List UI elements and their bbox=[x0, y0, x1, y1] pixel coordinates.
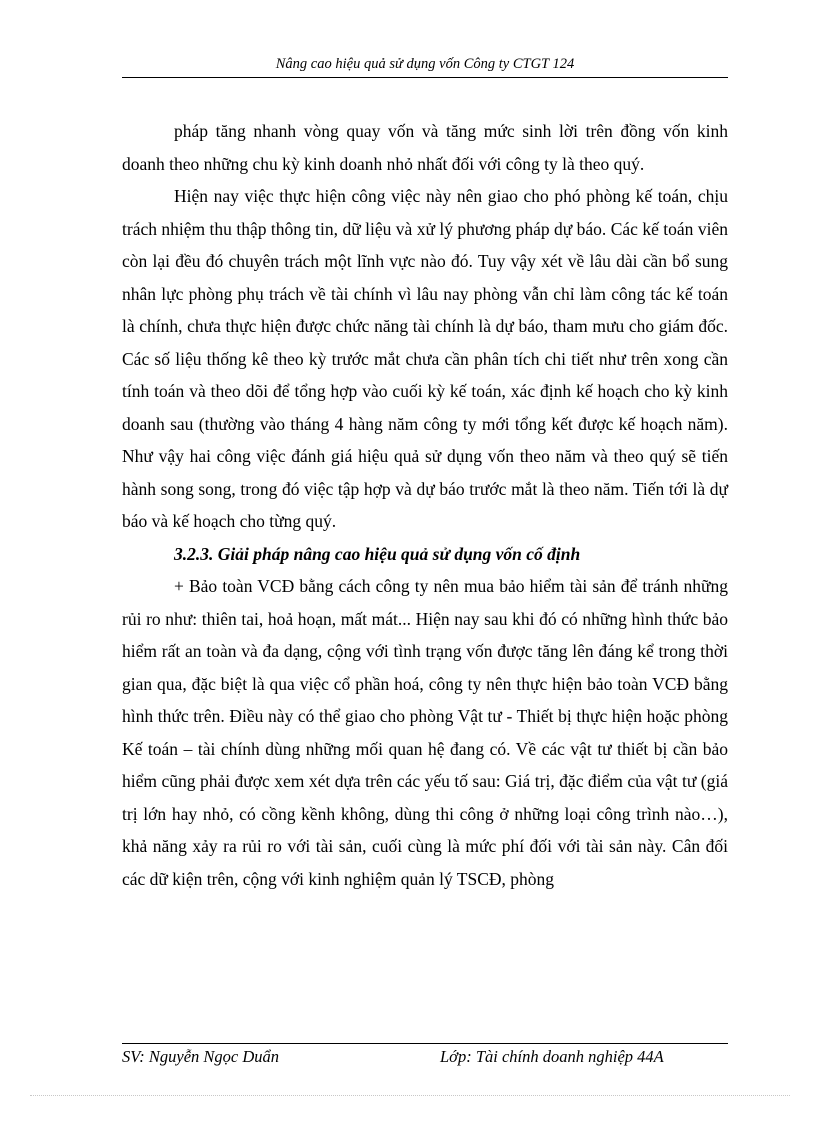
paragraph: + Bảo toàn VCĐ bằng cách công ty nên mua bảo hiểm tài sản để tránh những rủi ro như: thiên tai, hoả hoạn, mất mát... Hiện nay sau khi đó có những hình thức bảo hiểm rất an toàn và đa dạng, cộng với tình trạng vốn được tăng lên đáng kể trong thời gian qua, đặc biệt là qua việc cổ phần hoá, công ty nên thực hiện bảo toàn VCĐ bằng hình thức trên. Điều này có thể giao cho phòng Vật tư - Thiết bị thực hiện hoặc phòng Kế toán – tài chính dùng những mối quan hệ đang có. Về các vật tư thiết bị cần bảo hiểm cũng phải được xem xét dựa trên các yếu tố sau: Giá trị, đặc điểm của vật tư (giá trị lớn hay nhỏ, có cồng kềnh không, dùng thi công ở những loại công trình nào…), khả năng xảy ra rủi ro với tài sản, cuối cùng là mức phí đối với tài sản này. Cân đối các dữ kiện trên, cộng với kinh nghiệm quản lý TSCĐ, phòng bbox=[122, 576, 728, 889]
section-heading: 3.2.3. Giải pháp nâng cao hiệu quả sử dụng vốn cố định bbox=[174, 543, 581, 564]
document-body bbox=[122, 115, 728, 895]
paragraph: Hiện nay việc thực hiện công việc này nên giao cho phó phòng kế toán, chịu trách nhiệm thu thập thông tin, dữ liệu và xử lý phương pháp dự báo. Các kế toán viên còn lại đều đó chuyên trách một lĩnh vực nào đó. Tuy vậy xét về lâu dài cần bổ sung nhân lực phòng phụ trách về tài chính vì lâu nay phòng vẫn chỉ làm công tác kế toán là chính, chưa thực hiện được chức năng tài chính là dự báo, tham mưu cho giám đốc. Các số liệu thống kê theo kỳ trước mắt chưa cần phân tích chi tiết như trên xong cần tính toán và theo dõi để tổng hợp vào cuối kỳ kế toán, xác định kế hoạch cho kỳ kinh doanh sau (thường vào tháng 4 hàng năm công ty mới tổng kết được kế hoạch năm). Như vậy hai công việc đánh giá hiệu quả sử dụng vốn theo năm và theo quý sẽ tiến hành song song, trong đó việc tập hợp và dự báo trước mắt là theo năm. Tiến tới là dự báo và kế hoạch cho từng quý. bbox=[122, 186, 728, 531]
header-title: Nâng cao hiệu quả sử dụng vốn Công ty CTGT 124 bbox=[275, 56, 575, 72]
page-header bbox=[122, 53, 728, 78]
footer-student: SV: Nguyễn Ngọc Duẩn bbox=[122, 1047, 280, 1066]
paragraph: pháp tăng nhanh vòng quay vốn và tăng mức sinh lời trên đồng vốn kinh doanh theo những chu kỳ kinh doanh nhỏ nhất đối với công ty là theo quý. bbox=[122, 121, 728, 174]
page-bottom-rule bbox=[30, 1095, 790, 1096]
page-footer bbox=[122, 1043, 728, 1074]
footer-class: Lớp: Tài chính doanh nghiệp 44A bbox=[440, 1047, 664, 1066]
